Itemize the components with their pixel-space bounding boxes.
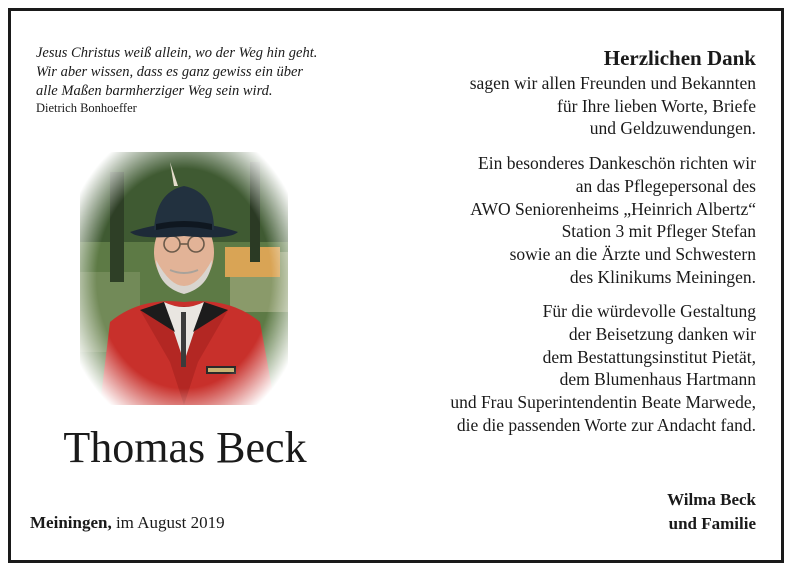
thanks-line: sagen wir allen Freunden und Bekannten [469,73,756,93]
thanks-paragraph-1 [376,72,756,140]
thanks-line: dem Blumenhaus Hartmann [559,369,756,390]
thanks-line: AWO Seniorenheims „Heinrich Albertz“ [470,198,756,219]
thanks-line: dem Bestattungsinstitut Pietät, [542,346,756,367]
signature-name: Wilma Beck [667,490,756,509]
thanks-heading: Herzlichen Dank [603,46,756,70]
thanks-paragraph-3 [376,300,756,436]
place-city: Meiningen, [30,513,112,532]
quote-line: Jesus Christus weiß allein, wo der Weg hin geht. [36,45,318,61]
thanks-line: der Beisetzung danken wir [568,324,756,345]
thanks-line: und Geldzuwendungen. [589,118,756,139]
thanks-line: Für die würdevolle Gestaltung [542,301,756,322]
portrait-illustration [80,152,288,405]
signature [667,488,756,536]
thanks-line: des Klinikums Meiningen. [569,266,756,287]
thanks-line: und Frau Superintendentin Beate Marwede, [450,392,756,413]
thanks-line: sowie an die Ärzte und Schwestern [509,243,756,264]
thanks-paragraph-2 [376,152,756,288]
thanks-line: für Ihre lieben Worte, Briefe [557,95,756,116]
quote-line: alle Maßen barmherziger Weg sein wird. [36,83,273,99]
thanks-line: an das Pflegepersonal des [575,175,756,196]
thanks-line: Ein besonderes Dankeschön richten wir [478,153,756,174]
thanks-section [376,44,756,449]
thanks-line: Station 3 mit Pfleger Stefan [561,221,756,242]
place-and-date [30,513,225,533]
deceased-name: Thomas Beck [63,423,307,472]
quote-author: Dietrich Bonhoeffer [36,101,137,115]
place-date: im August 2019 [111,513,225,532]
portrait-photo [80,152,288,405]
quote-line: Wir aber wissen, dass es ganz gewiss ein über [36,64,304,80]
signature-family: und Familie [668,514,756,533]
thanks-line: die die passenden Worte zur Andacht fand. [456,414,756,435]
bible-quote [36,44,376,101]
